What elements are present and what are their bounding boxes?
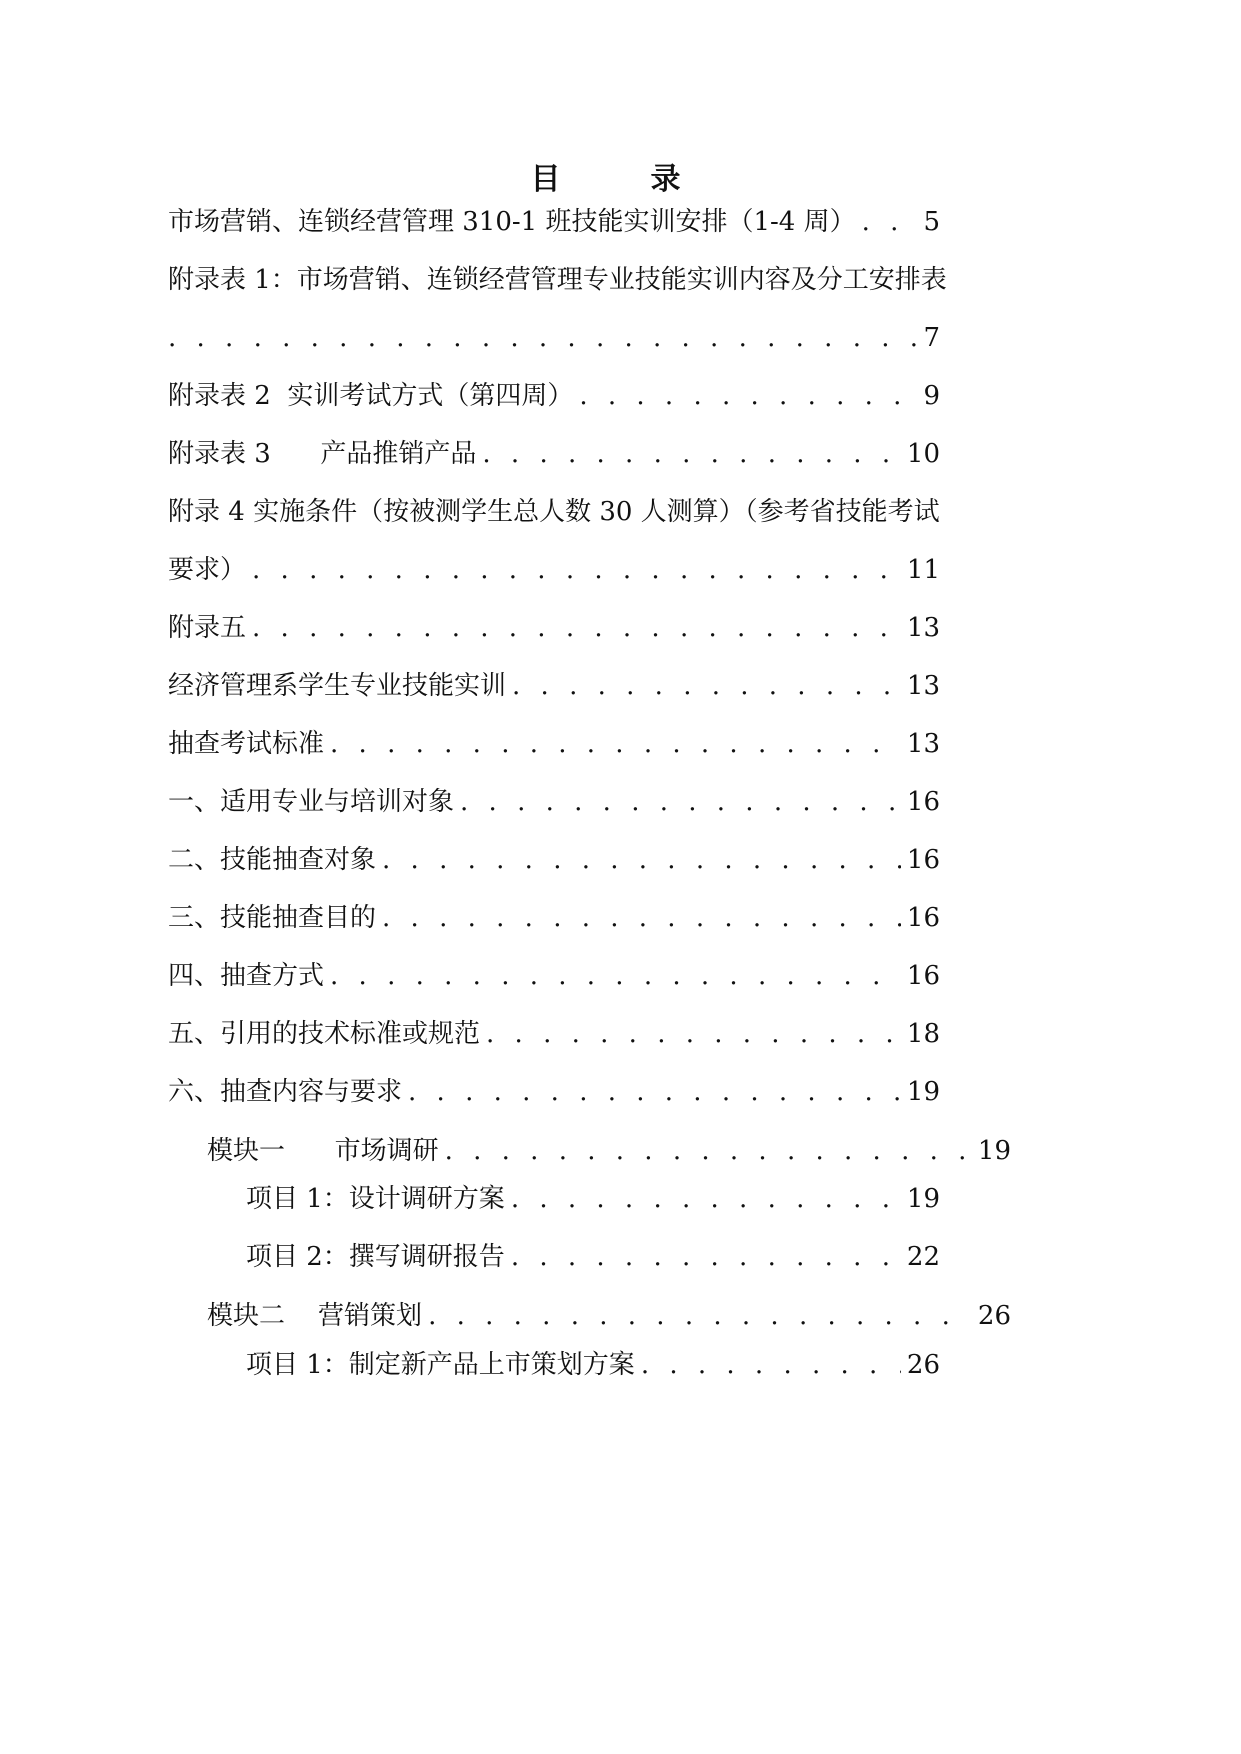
toc-entry-label: 市场营销、连锁经营管理 310-1 班技能实训安排（1-4 周） [168, 207, 856, 237]
toc-entry-label: 六、抽查内容与要求 [168, 1077, 403, 1107]
toc-entry-label: 一、适用专业与培训对象 [168, 787, 455, 817]
toc-entry[interactable] [168, 434, 940, 474]
toc-page-number: 13 [906, 613, 940, 643]
toc-entry[interactable] [168, 202, 940, 242]
toc-leader-dots [445, 1131, 972, 1171]
toc-entry-label: 三、技能抽查目的 [168, 903, 377, 933]
toc-entry-label: 项目 1：设计调研方案 [246, 1184, 505, 1214]
toc-page-number: 22 [906, 1242, 940, 1272]
toc-leader-dots [252, 608, 901, 648]
toc-entry-label: 四、抽查方式 [168, 961, 325, 991]
toc-leader-dots [168, 318, 917, 358]
toc-leader-dots [252, 550, 901, 590]
toc-entry[interactable] [168, 898, 940, 938]
toc-page-number: 16 [906, 903, 940, 933]
toc-entry[interactable] [168, 608, 940, 648]
toc-entry[interactable] [168, 840, 940, 880]
toc-page-number: 9 [923, 381, 940, 411]
toc-entry[interactable] [168, 956, 940, 996]
toc-leader-dots [460, 782, 901, 822]
toc-page-number: 16 [906, 961, 940, 991]
toc-entry-label: 经济管理系学生专业技能实训 [168, 671, 507, 701]
toc-entry[interactable] [246, 1345, 940, 1385]
toc-leader-dots [408, 1072, 901, 1112]
toc-entry-label: 附录表 3 产品推销产品 [168, 439, 477, 469]
toc-page-number: 13 [906, 729, 940, 759]
toc-page-number: 10 [906, 439, 940, 469]
toc-entry[interactable] [207, 1131, 1011, 1171]
toc-leader-dots [330, 956, 901, 996]
toc-entry[interactable] [168, 1072, 940, 1112]
toc-leader-dots [382, 840, 901, 880]
toc-page-number: 7 [923, 323, 940, 353]
toc-page-number: 19 [977, 1136, 1011, 1166]
toc-page-number: 5 [923, 207, 940, 237]
toc-page-number: 16 [906, 845, 940, 875]
toc-entry-label: 抽查考试标准 [168, 729, 325, 759]
toc-leader-dots [512, 666, 901, 706]
toc-entry[interactable] [246, 1237, 940, 1277]
toc-leader-dots [511, 1237, 901, 1277]
toc-leader-dots [641, 1345, 901, 1385]
toc-entry[interactable] [168, 318, 940, 358]
toc-entry[interactable] [168, 782, 940, 822]
toc-entry-label: 模块二 营销策划 [207, 1301, 423, 1331]
toc-entry[interactable] [207, 1296, 1011, 1336]
toc-entry-label: 项目 2：撰写调研报告 [246, 1242, 505, 1272]
toc-entry-label: 附录表 2 实训考试方式（第四周） [168, 381, 574, 411]
toc-leader-dots [579, 376, 917, 416]
toc-leader-dots [428, 1296, 972, 1336]
toc-entry-label: 五、引用的技术标准或规范 [168, 1019, 481, 1049]
toc-entry-label: 二、技能抽查对象 [168, 845, 377, 875]
toc-entry[interactable] [246, 1179, 940, 1219]
toc-page-number: 16 [906, 787, 940, 817]
toc-page-number: 19 [906, 1184, 940, 1214]
toc-page-number: 26 [906, 1350, 940, 1380]
toc-entry-label[interactable]: 附录表 1：市场营销、连锁经营管理专业技能实训内容及分工安排表 [168, 265, 947, 295]
toc-entry-label: 模块一 市场调研 [207, 1136, 439, 1166]
toc-entry[interactable] [168, 550, 940, 590]
toc-entry-label: 要求） [168, 555, 247, 585]
toc-page-number: 13 [906, 671, 940, 701]
toc-entry[interactable] [168, 376, 940, 416]
toc-leader-dots [482, 434, 901, 474]
toc-page-number: 19 [906, 1077, 940, 1107]
toc-entry-label: 项目 1：制定新产品上市策划方案 [246, 1350, 635, 1380]
toc-page-number: 11 [906, 555, 940, 585]
toc-entry[interactable] [168, 1014, 940, 1054]
toc-leader-dots [382, 898, 901, 938]
toc-page-number: 26 [977, 1301, 1011, 1331]
toc-entry[interactable] [168, 724, 940, 764]
toc-leader-dots [862, 202, 918, 242]
toc-leader-dots [486, 1014, 901, 1054]
toc-leader-dots [330, 724, 901, 764]
toc-entry[interactable] [168, 666, 940, 706]
toc-entry-label[interactable]: 附录 4 实施条件（按被测学生总人数 30 人测算）（参考省技能考试 [168, 497, 940, 527]
toc-entry-label: 附录五 [168, 613, 247, 643]
page-title: 目 录 [530, 162, 711, 197]
toc-page-number: 18 [906, 1019, 940, 1049]
toc-leader-dots [511, 1179, 901, 1219]
